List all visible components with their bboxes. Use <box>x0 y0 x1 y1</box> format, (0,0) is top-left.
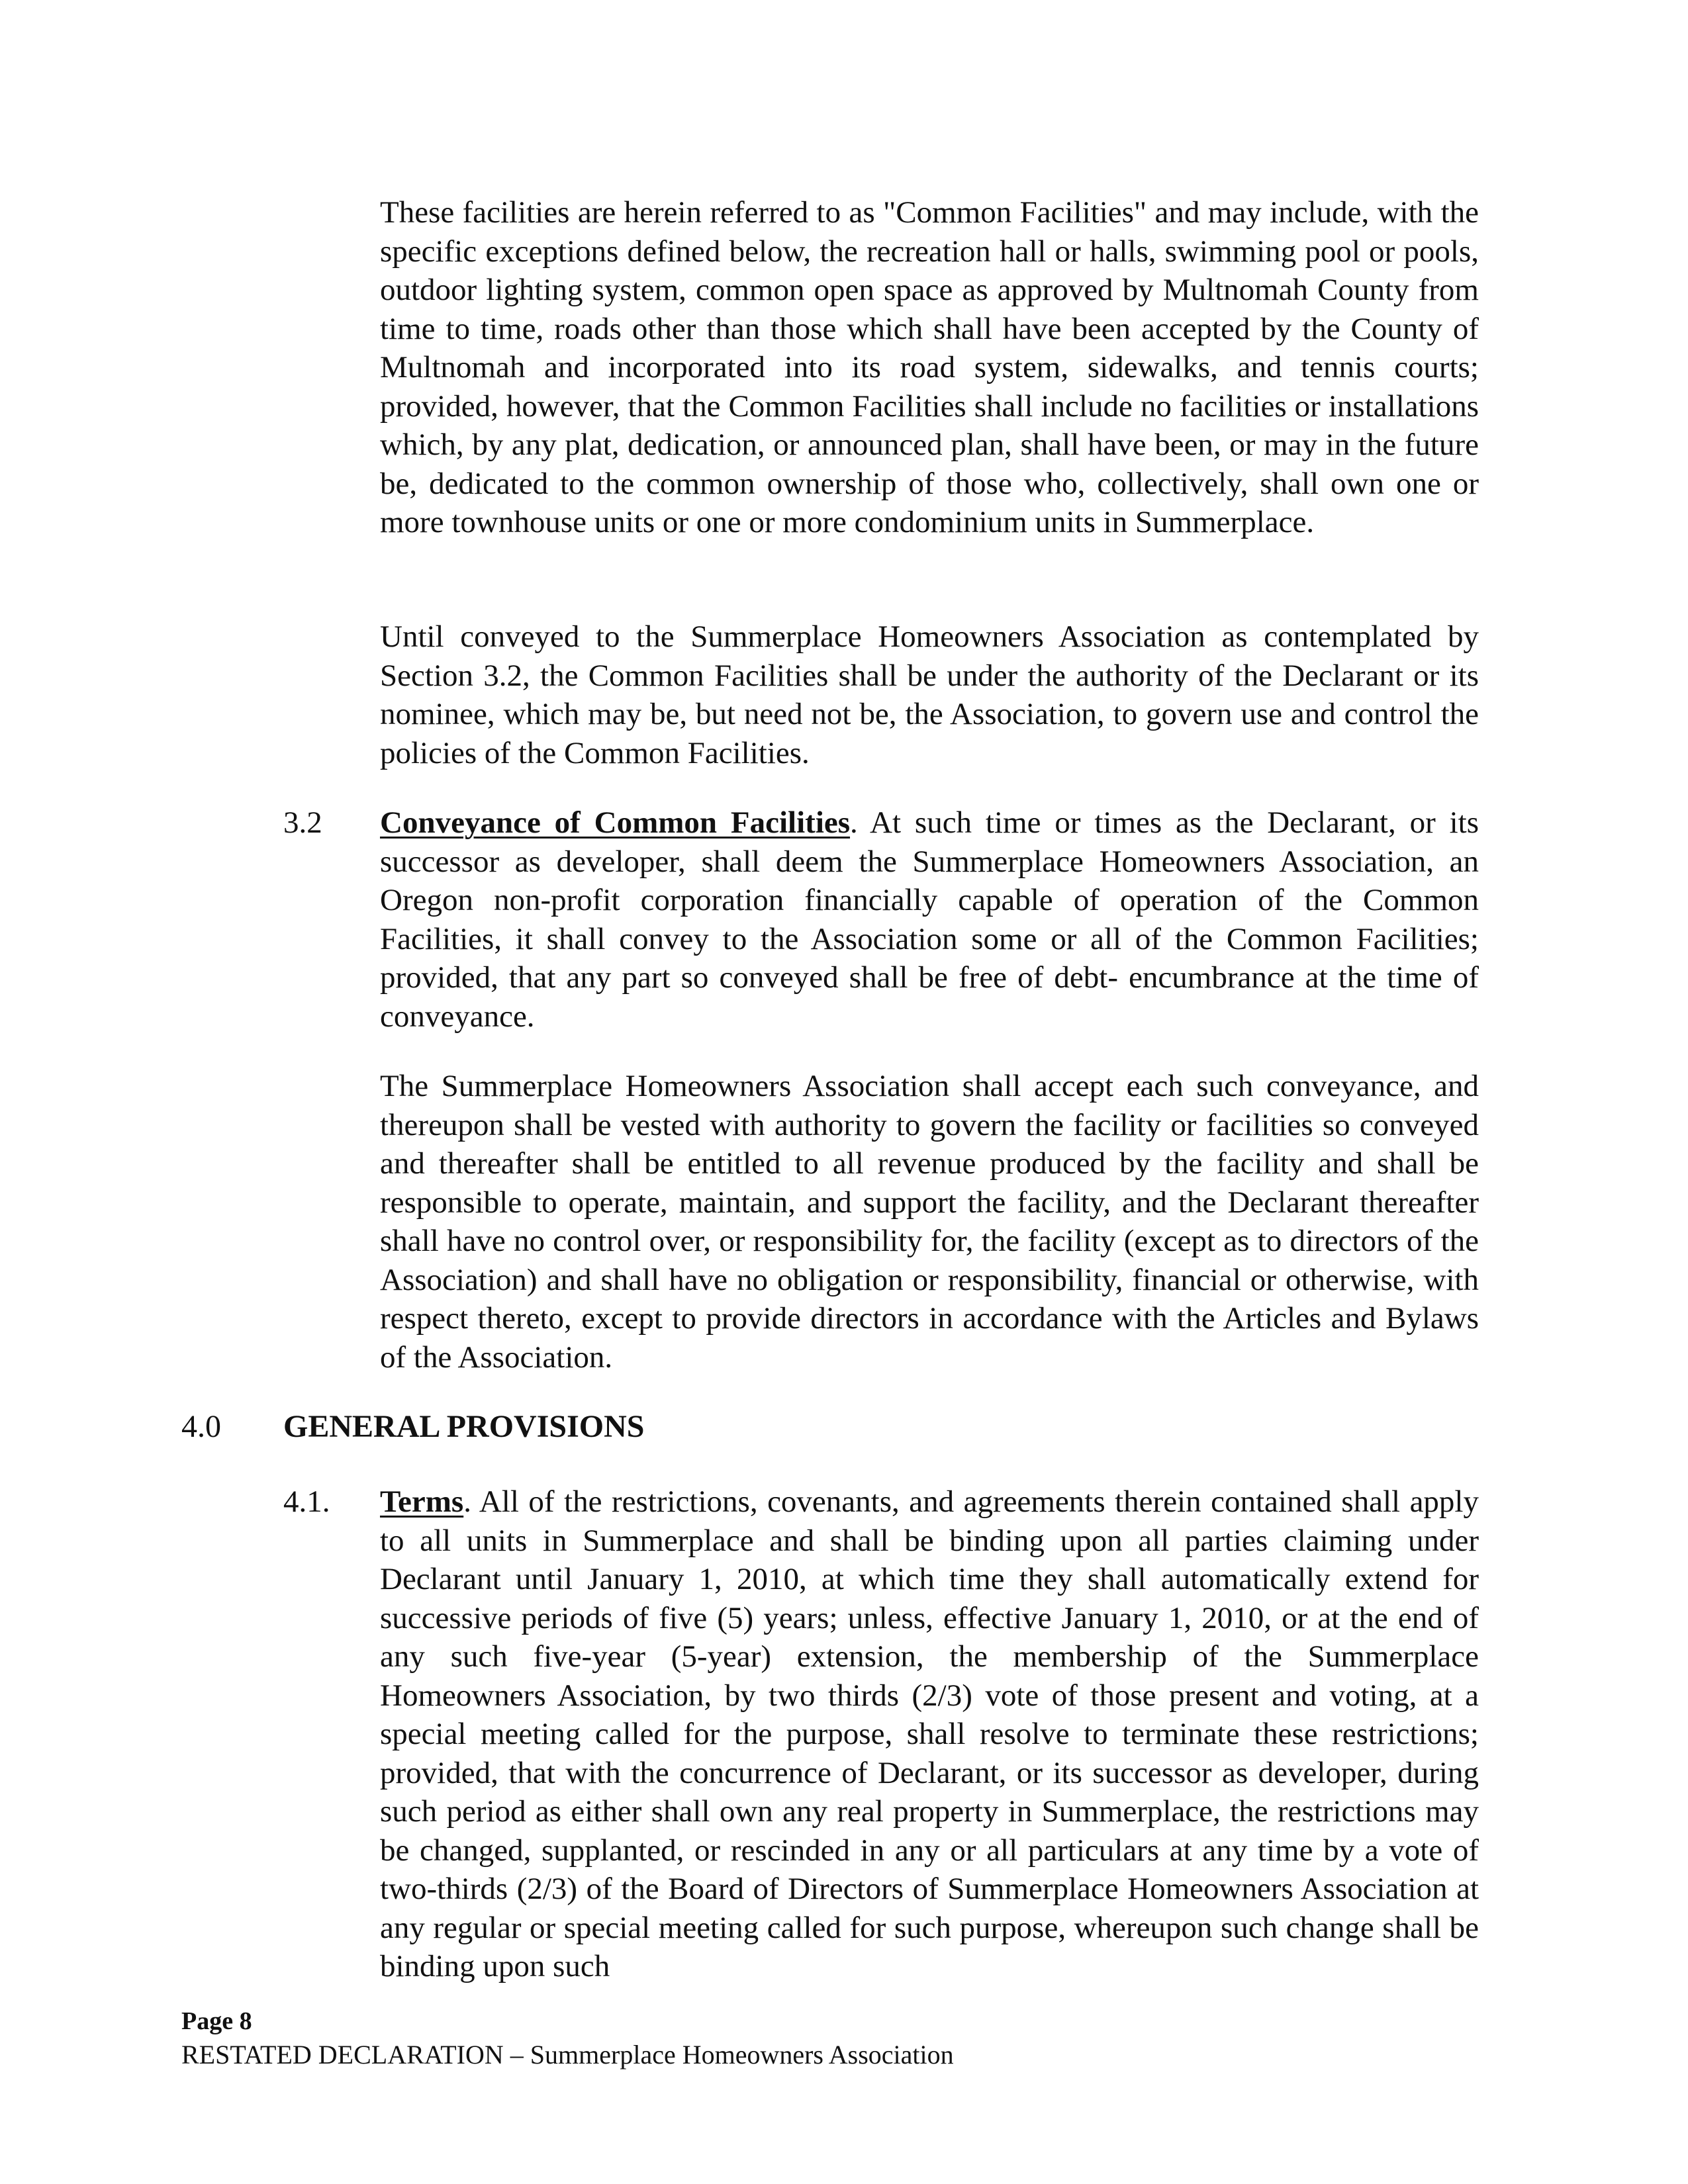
paragraph-until-conveyed: Until conveyed to the Summerplace Homeowners Association as contemplated by Section 3.2, the Common Facilities shall be under the authority of the Declarant or its nominee, which may be, but need not be, the Association, to govern use and control the policies of the Common Facilities. <box>380 619 1479 770</box>
footer-document-title: RESTATED DECLARATION – Summerplace Homeowners Association <box>181 2040 954 2070</box>
section-4-1-paragraph <box>380 1482 1479 1986</box>
section-4-0-number: 4.0 <box>181 1409 221 1444</box>
section-3-2-body: . At such time or times as the Declarant, or its successor as developer, shall deem the Summerplace Homeowners Association, an Oregon non-profit corporation financially capable of operation of the Common Facilities, it shall convey to the Association some or all of the Common Facilities; provided, that any part so conveyed shall be free of debt- encumbrance at the time of conveyance. <box>380 805 1479 1034</box>
section-4-0-heading: GENERAL PROVISIONS <box>283 1409 645 1444</box>
paragraph-common-facilities-definition: These facilities are herein referred to as "Common Facilities" and may include, with the specific exceptions defined below, the recreation hall or halls, swimming pool or pools, outdoor lighting system, common open space as approved by Multnomah County from time to time, roads other than those which shall have been accepted by the County of Multnomah and incorporated into its road system, sidewalks, and tennis courts; provided, however, that the Common Facilities shall include no facilities or installations which, by any plat, dedication, or announced plan, shall have been, or may in the future be, dedicated to the common ownership of those who, collectively, shall own one or more townhouse units or one or more condominium units in Summerplace. <box>380 195 1479 539</box>
paragraph-association-accepts: The Summerplace Homeowners Association shall accept each such conveyance, and thereupon shall be vested with authority to govern the facility or facilities so conveyed and thereafter shall be entitled to all revenue produced by the facility and shall be responsible to operate, maintain, and support the facility, and the Declarant thereafter shall have no control over, or responsibility for, the facility (except as to directors of the Association) and shall have no obligation or responsibility, financial or otherwise, with respect thereto, except to provide directors in accordance with the Articles and Bylaws of the Association. <box>380 1069 1479 1375</box>
footer-page-number: Page 8 <box>181 2007 252 2035</box>
section-4-1-number: 4.1. <box>283 1484 330 1519</box>
section-3-2-title: Conveyance of Common Facilities <box>380 805 851 840</box>
section-4-1-body: . All of the restrictions, covenants, and agreements therein contained shall apply to all units in Summerplace and shall be binding upon all parties claiming under Declarant until January 1, 2010, at which time they shall automatically extend for successive periods of five (5) years; unless, effective January 1, 2010, or at the end of any such five-year (5-year) extension, the membership of the Summerplace Homeowners Association, by two thirds (2/3) vote of those present and voting, at a special meeting called for the purpose, shall resolve to terminate these restrictions; provided, that with the concurrence of Declarant, or its successor as developer, during such period as either shall own any real property in Summerplace, the restrictions may be changed, supplanted, or rescinded in any or all particulars at any time by a vote of two-thirds (2/3) of the Board of Directors of Summerplace Homeowners Association at any regular or special meeting called for such purpose, whereupon such change shall be binding upon such <box>380 1484 1479 1983</box>
section-3-2-number: 3.2 <box>283 805 322 840</box>
section-4-1-title: Terms <box>380 1484 464 1519</box>
section-3-2-paragraph <box>380 803 1479 1036</box>
